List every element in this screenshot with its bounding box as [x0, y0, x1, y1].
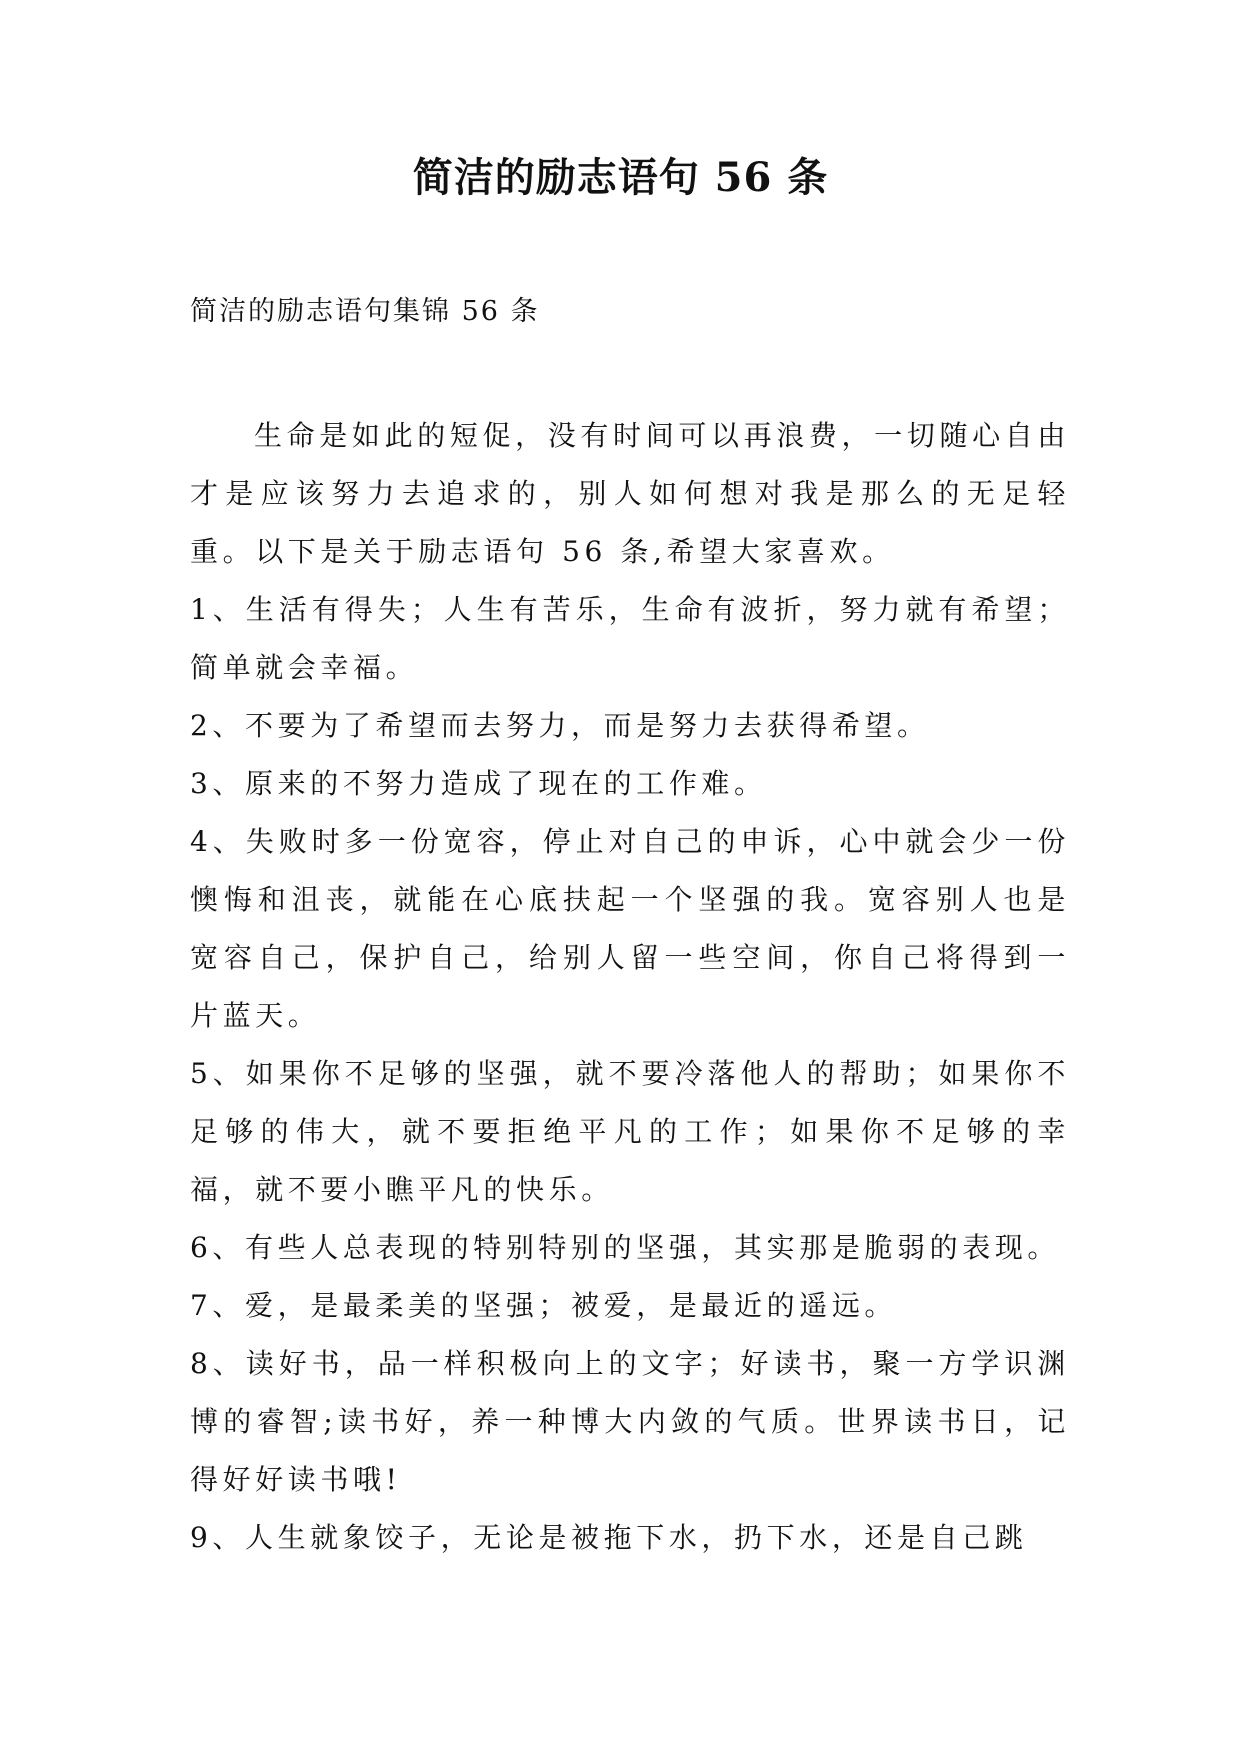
quote-item-9: 9、人生就象饺子，无论是被拖下水，扔下水，还是自己跳 — [190, 1521, 1028, 1554]
document-title: 简洁的励志语句 56 条 — [412, 154, 829, 201]
quote-item-3: 3、原来的不努力造成了现在的工作难。 — [190, 767, 767, 800]
quote-item-1: 1、生活有得失；人生有苦乐，生命有波折，努力就有希望；简单就会幸福。 — [190, 593, 1070, 684]
intro-paragraph: 生命是如此的短促，没有时间可以再浪费，一切随心自由才是应该努力去追求的，别人如何想对我是那么的无足轻重。以下是关于励志语句 56 条,希望大家喜欢。 — [190, 419, 1070, 568]
quote-item-7: 7、爱，是最柔美的坚强；被爱，是最近的遥远。 — [190, 1289, 898, 1322]
quote-item-6: 6、有些人总表现的特别特别的坚强，其实那是脆弱的表现。 — [190, 1231, 1061, 1264]
document-subtitle: 简洁的励志语句集锦 56 条 — [190, 296, 540, 327]
quote-item-4: 4、失败时多一份宽容，停止对自己的申诉，心中就会少一份懊悔和沮丧，就能在心底扶起一个坚强的我。宽容别人也是宽容自己，保护自己，给别人留一些空间，你自己将得到一片蓝天。 — [190, 825, 1070, 1032]
quote-item-5: 5、如果你不足够的坚强，就不要冷落他人的帮助；如果你不足够的伟大，就不要拒绝平凡的工作；如果你不足够的幸福，就不要小瞧平凡的快乐。 — [190, 1057, 1070, 1206]
quote-item-8: 8、读好书，品一样积极向上的文字；好读书，聚一方学识渊博的睿智;读书好，养一种博大内敛的气质。世界读书日，记得好好读书哦! — [190, 1347, 1070, 1496]
document-body — [190, 407, 1070, 1567]
quote-item-2: 2、不要为了希望而去努力，而是努力去获得希望。 — [190, 709, 930, 742]
